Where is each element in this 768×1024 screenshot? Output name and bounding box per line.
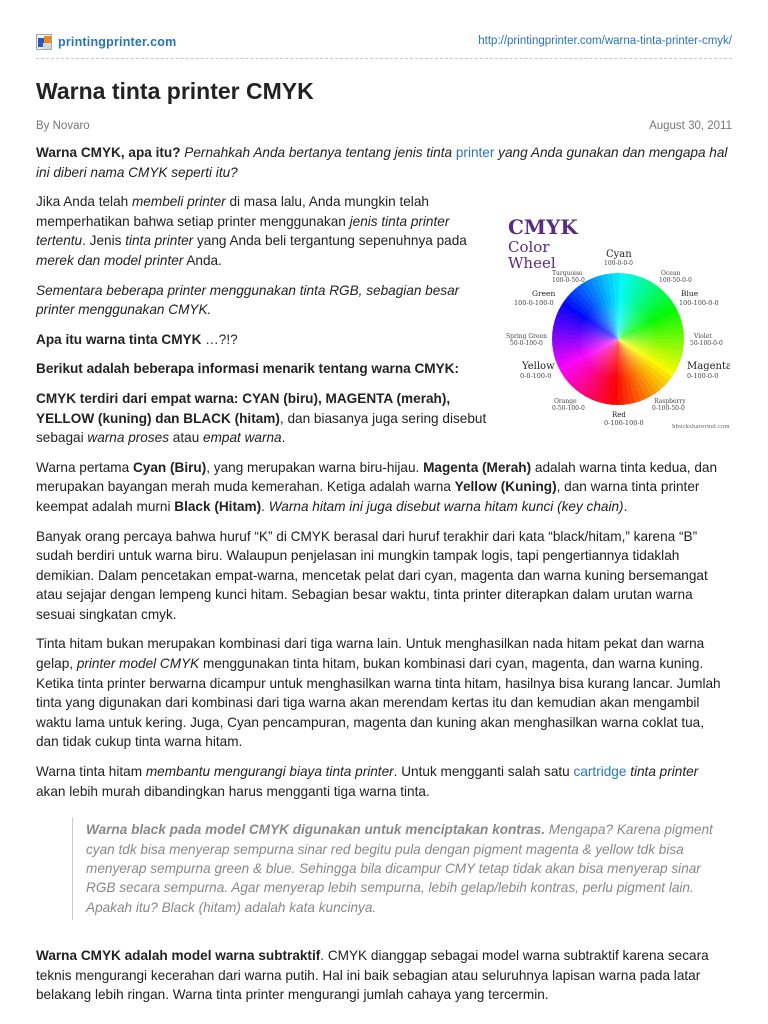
label-yellow: Yellow <box>522 361 555 373</box>
label-violet: Violet <box>694 333 712 341</box>
label-red-value: 0-100-100-0 <box>604 419 644 428</box>
paragraph-5: Berikut adalah beberapa informasi menarik tentang warna CMYK: <box>36 361 460 377</box>
paragraph-3: Sementara beberapa printer menggunakan tinta RGB, sebagian besar printer menggunakan CMYK. <box>36 282 460 318</box>
site-logo-icon <box>36 34 52 50</box>
blockquote: Warna black pada model CMYK digunakan untuk menciptakan kontras. Mengapa? Karena pigment cyan tdk bisa menyerap sempurna sinar red begitu pula dengan pigment magenta & yellow tdk bisa menyerap sempurna green & blue. Sehingga bila dicampur CMY tetap tidak akan bisa menyerap sinar RGB secara sempurna. Agar menyerap lebih sempurna, lebih gelap/lebih kontras, perlu pigment lain. Apakah itu? Black (hitam) adalah kata kuncinya. <box>72 817 730 920</box>
article-date: August 30, 2011 <box>649 120 732 132</box>
paragraph-6: CMYK terdiri dari empat warna: CYAN (biru), MAGENTA (merah), YELLOW (kuning) dan BLACK (hitam), dan biasanya juga sering disebut sebagai warna proses atau empat warna. <box>36 390 487 446</box>
paragraph-8: Banyak orang percaya bahwa huruf “K” di CMYK berasal dari huruf terakhir dari kata “black/hitam,” karena “B” sudah berdiri untuk warna biru. Walaupun penjelasan ini mungkin tampak logis, tapi pengertiannya tidaklah demikian. Dalam pencetakan empat-warna, mencetak pelat dari cyan, magenta dan warna kuning bersemangat atau sejajar dengan lempeng kunci hitam. Sebagian besar waktu, tinta printer diterapkan dalam urutan warna sesuai singkatan cmyk. <box>36 528 708 622</box>
label-ocean: Ocean <box>661 270 681 278</box>
label-violet-value: 50-100-0-0 <box>690 340 723 348</box>
cartridge-link[interactable]: cartridge <box>573 764 627 780</box>
printer-link[interactable]: printer <box>455 145 495 160</box>
article-body <box>36 143 730 1015</box>
label-spring-green: Spring Green <box>506 333 547 341</box>
paragraph-intro: Warna CMYK, apa itu? Pernahkah Anda bertanya tentang jenis tinta printer yang Anda gunakan dan mengapa hal ini diberi nama CMYK seperti itu? <box>36 145 728 180</box>
paragraph-4: Apa itu warna tinta CMYK …?!? <box>36 331 238 347</box>
article-author: By Novaro <box>36 120 90 132</box>
label-blue-value: 100-100-0-0 <box>679 299 719 308</box>
label-green-value: 100-0-100-0 <box>514 299 554 308</box>
header-divider <box>36 58 732 59</box>
site-brand[interactable] <box>36 34 176 50</box>
label-blue: Blue <box>681 289 699 299</box>
paragraph-11: Warna CMYK adalah model warna subtraktif. CMYK dianggap sebagai model warna subtraktif karena secara teknis mengurangi kecerahan dari warna putih. Hal ini baik sebagian atau seluruhnya lapisan warna pada latar belakang lebih ringan. Warna tinta printer mengurangi jumlah cahaya yang tercermin. <box>36 948 709 1003</box>
cmyk-color-wheel-image <box>504 202 730 434</box>
label-orange-value: 0-50-100-0 <box>552 405 585 413</box>
wheel-title-wheel: Wheel <box>508 254 556 273</box>
image-credit: hbucksharernet.com <box>672 424 730 431</box>
paragraph-7: Warna pertama Cyan (Biru), yang merupakan warna biru-hijau. Magenta (Merah) adalah warna tinta kedua, dan merupakan bayangan merah muda kemerahan. Ketiga adalah warna Yellow (Kuning), dan warna tinta printer keempat adalah murni Black (Hitam). Warna hitam ini juga disebut warna hitam kunci (key chain). <box>36 459 718 514</box>
label-red: Red <box>612 411 626 420</box>
wheel-title-color: Color <box>508 238 550 257</box>
label-yellow-value: 0-0-100-0 <box>520 372 552 381</box>
paragraph-2: Jika Anda telah membeli printer di masa lalu, Anda mungkin telah memperhatikan bahwa setiap printer menggunakan jenis tinta printer tertentu. Jenis tinta printer yang Anda beli tergantung sepenuhnya pada merek dan model printer Anda. <box>36 194 467 268</box>
page-url-link[interactable]: http://printingprinter.com/warna-tinta-printer-cmyk/ <box>478 35 732 47</box>
label-green: Green <box>532 289 556 299</box>
label-cyan: Cyan <box>606 249 632 261</box>
label-ocean-value: 100-50-0-0 <box>659 277 692 285</box>
label-raspberry-value: 0-100-50-0 <box>652 405 685 413</box>
paragraph-9: Tinta hitam bukan merupakan kombinasi dari tiga warna lain. Untuk menghasilkan nada hitam pekat dan warna gelap, printer model CMYK menggunakan tinta hitam, bukan kombinasi dari cyan, magenta, dan warna kuning. Ketika tinta printer berwarna dicampur untuk menghasilkan warna tinta hitam, hasilnya bisa kurang lancar. Jumlah tinta yang digunakan dari kombinasi dari tiga warna akan merendam kertas itu dan kemudian akan mengambil waktu lama untuk kering. Juga, Cyan pencampuran, magenta dan kuning akan menghasilkan warna coklat tua, dan tidak cukup tinta warna hitam. <box>36 636 721 750</box>
article-title: Warna tinta printer CMYK <box>36 78 314 104</box>
site-name[interactable]: printingprinter.com <box>58 35 177 49</box>
label-magenta-value: 0-100-0-0 <box>687 372 719 381</box>
label-orange: Orange <box>554 398 577 406</box>
article-meta <box>36 120 732 132</box>
label-cyan-value: 100-0-0-0 <box>604 260 633 268</box>
wheel-title-cmyk: CMYK <box>508 215 578 240</box>
paragraph-10: Warna tinta hitam membantu mengurangi biaya tinta printer. Untuk mengganti salah satu cartridge tinta printer akan lebih murah dibandingkan harus mengganti tiga warna tinta. <box>36 764 699 799</box>
label-turquoise: Turquoise <box>552 270 583 278</box>
page-header <box>36 28 732 58</box>
label-magenta: Magenta <box>687 361 730 373</box>
label-turquoise-value: 100-0-50-0 <box>552 277 585 285</box>
label-spring-value: 50-0-100-0 <box>510 340 543 348</box>
label-raspberry: Raspberry <box>654 398 686 406</box>
